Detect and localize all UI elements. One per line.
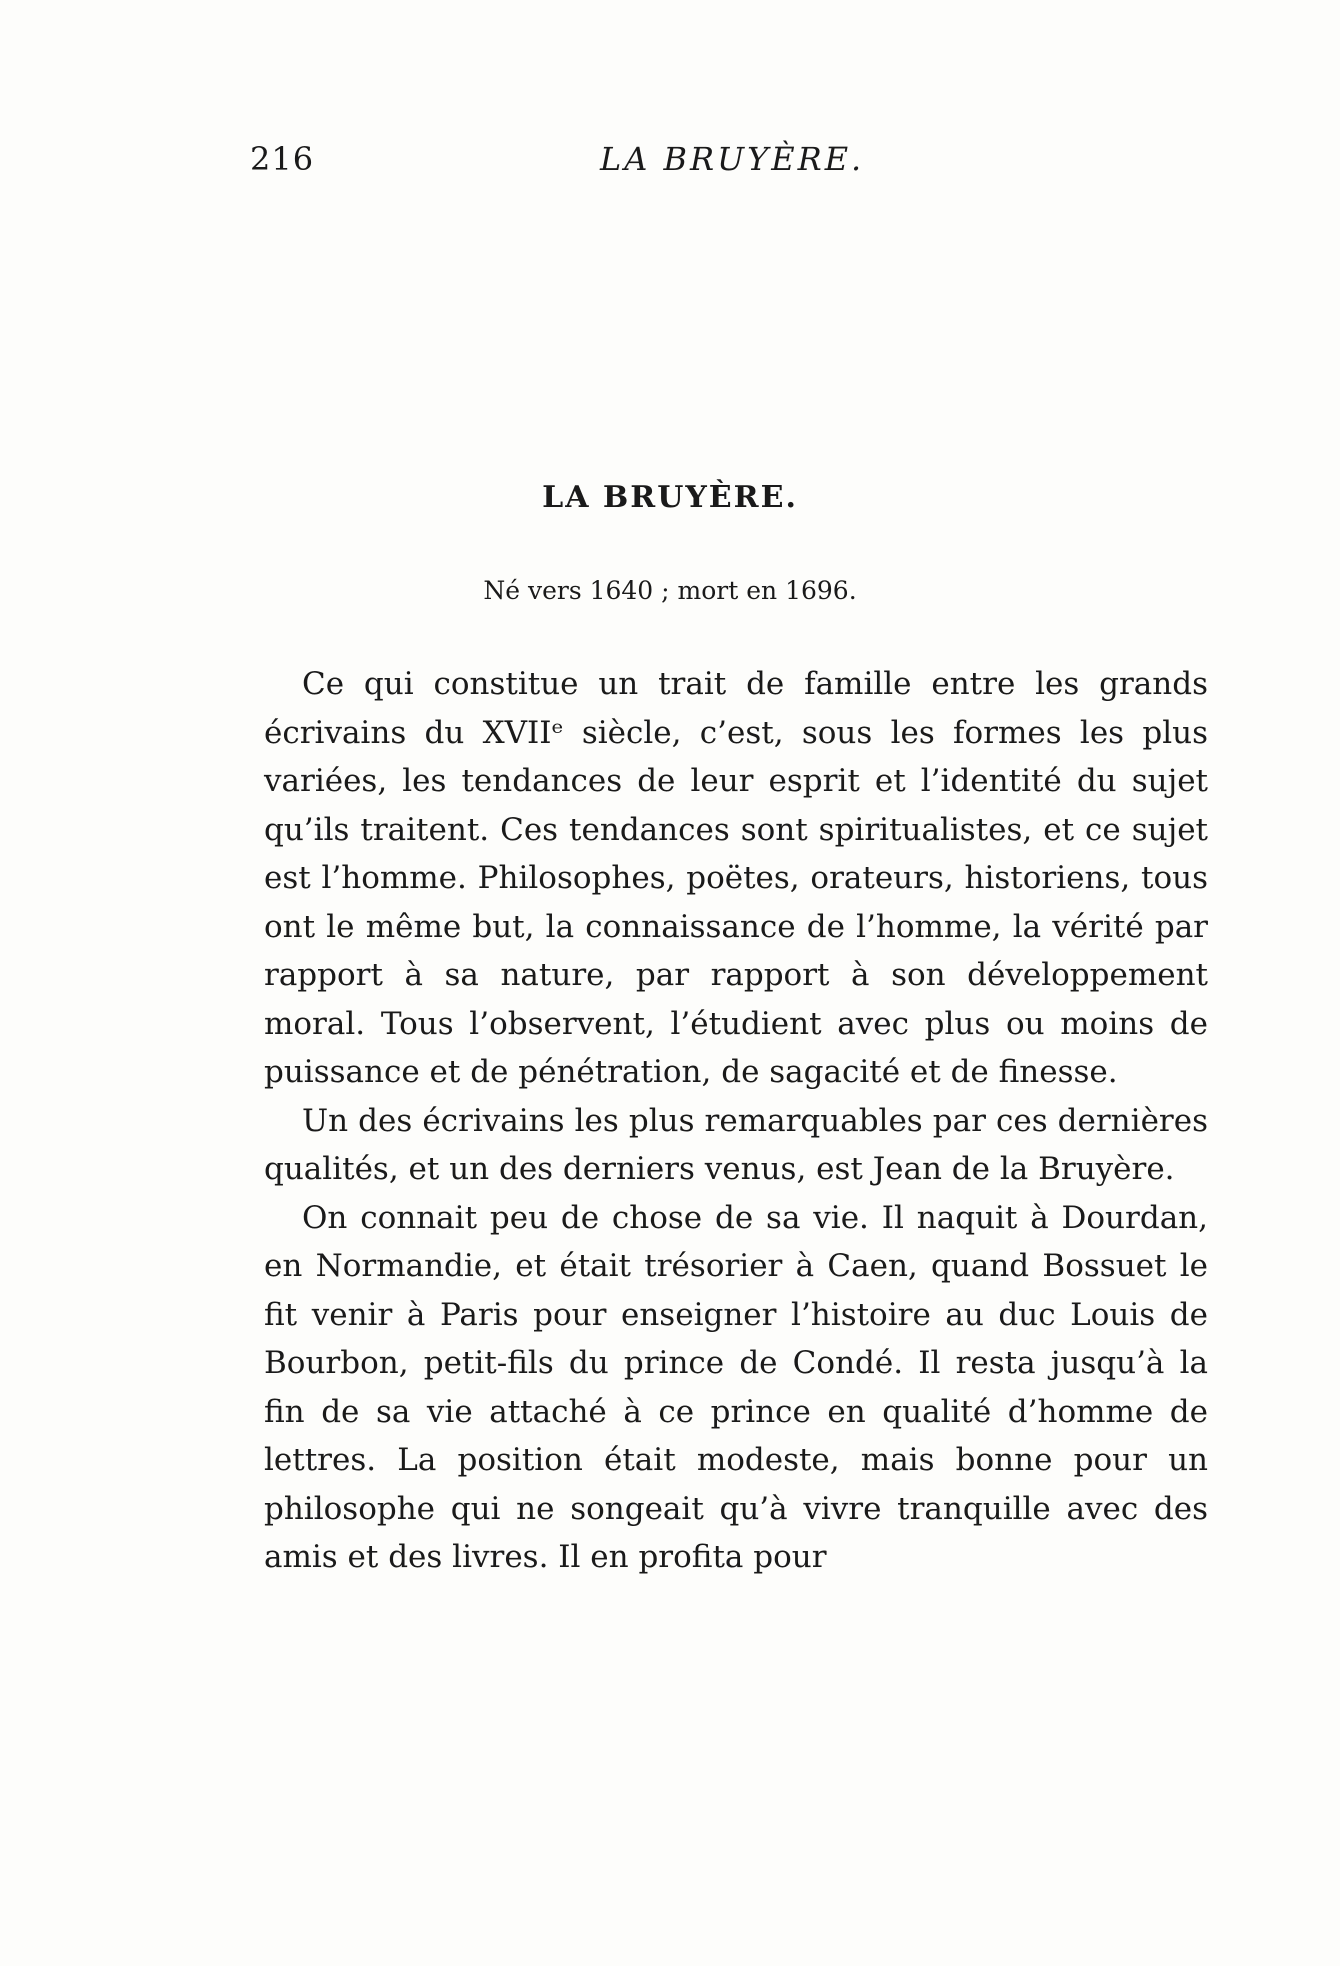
chapter-title: LA BRUYÈRE. bbox=[542, 480, 798, 515]
paragraph: Ce qui constitue un trait de famille entre les grands écrivains du XVIIᵉ siècle, c’est, sous les formes les plus variées, les tendances de leur esprit et l’identité du sujet qu’ils traitent. Ces tendances sont spiritualistes, et ce sujet est l’homme. Philosophes, poëtes, orateurs, historiens, tous ont le même but, la connaissance de l’homme, la vérité par rapport à sa nature, par rapport à son développement moral. Tous l’observent, l’étudient avec plus ou moins de puissance et de pénétration, de sagacité et de finesse. bbox=[264, 666, 1208, 1090]
running-head bbox=[250, 140, 1150, 190]
running-title: LA BRUYÈRE. bbox=[600, 140, 865, 178]
author-dates: Né vers 1640 ; mort en 1696. bbox=[483, 576, 857, 605]
page-number: 216 bbox=[250, 140, 315, 178]
paragraph: Un des écrivains les plus remarquables par ces dernières qualités, et un des derniers venus, est Jean de la Bruyère. bbox=[264, 1102, 1208, 1187]
body-text bbox=[264, 660, 1208, 1582]
paragraph: On connait peu de chose de sa vie. Il naquit à Dourdan, en Normandie, et était trésorier à Caen, quand Bossuet le fit venir à Paris pour enseigner l’histoire au duc Louis de Bourbon, petit-fils du prince de Condé. Il resta jusqu’à la fin de sa vie attaché à ce prince en qualité d’homme de lettres. La position était modeste, mais bonne pour un philosophe qui ne songeait qu’à vivre tranquille avec des amis et des livres. Il en profita pour bbox=[264, 1199, 1208, 1575]
